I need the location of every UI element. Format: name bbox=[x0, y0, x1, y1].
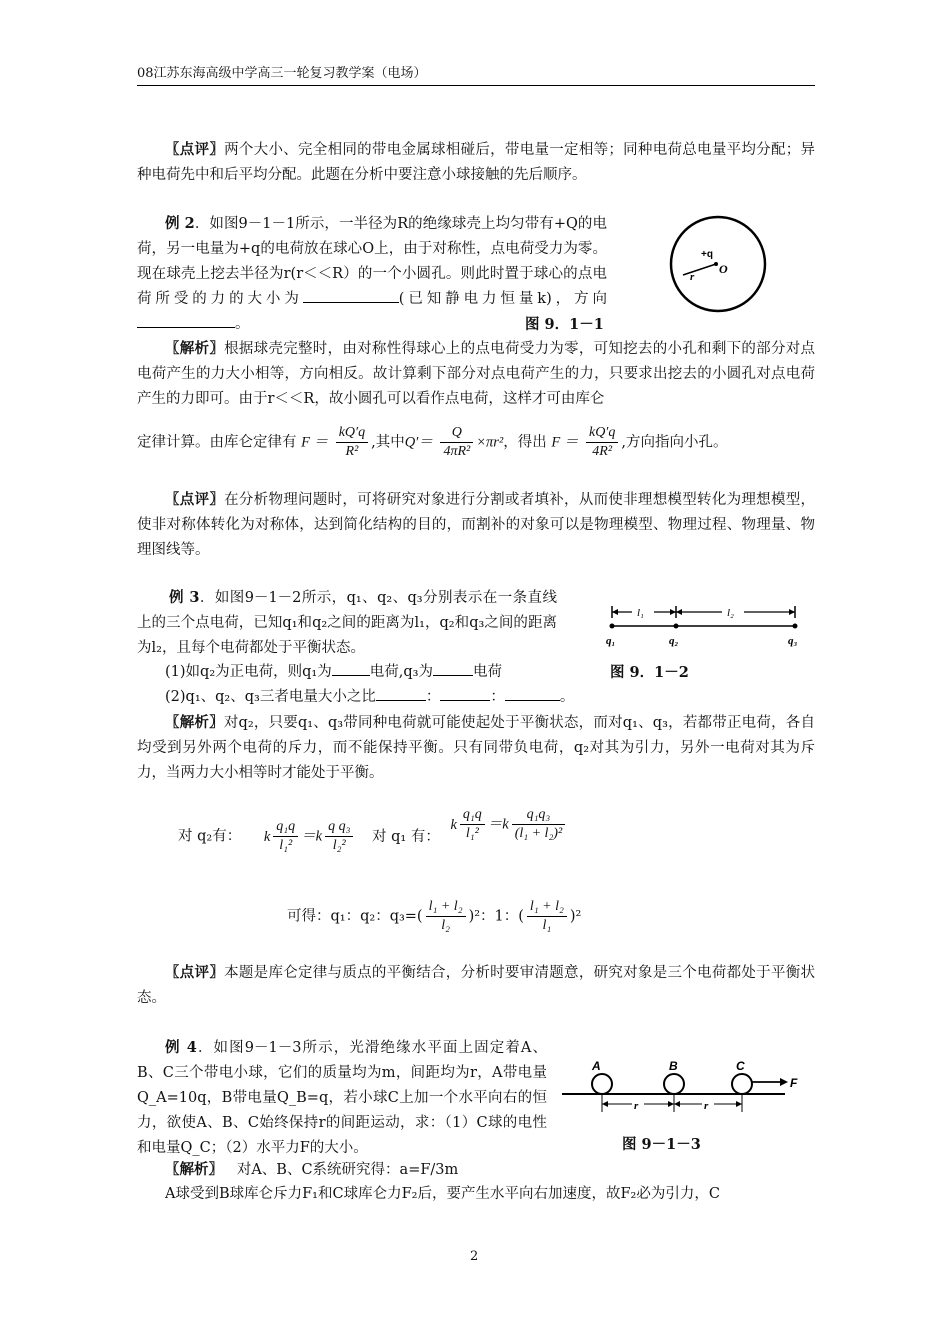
example-3-question-2 bbox=[165, 685, 725, 710]
denominator: l₂² bbox=[332, 838, 346, 853]
arrow-head bbox=[736, 1101, 742, 1107]
comment-tag: 〖点评〗 bbox=[165, 491, 225, 508]
q1-text: (1)如q₂为正电荷，则q₁为 bbox=[165, 664, 332, 680]
fraction bbox=[426, 898, 466, 935]
example-4-analysis-1 bbox=[165, 1157, 815, 1183]
answer-blank[interactable] bbox=[505, 700, 560, 701]
numerator: q₁q bbox=[460, 806, 485, 825]
analysis-text: A球受到B球库仑斥力F₁和C球库仑力F₂后，要产生水平向右加速度，故F₂必为引力，C bbox=[165, 1186, 720, 1202]
answer-blank[interactable] bbox=[440, 700, 490, 701]
analysis-text: 对A、B、C系统研究得：a=F/3m bbox=[236, 1162, 459, 1178]
equals-k: ＝k bbox=[301, 828, 323, 845]
example-4-analysis-2 bbox=[137, 1182, 815, 1207]
fraction bbox=[586, 424, 618, 461]
example-4-text bbox=[137, 1035, 547, 1161]
fraction bbox=[527, 898, 567, 935]
page-header: 08江苏东海高级中学高三一轮复习教学案（电场） bbox=[137, 62, 815, 86]
figure-caption: 图 9．1－1 bbox=[525, 316, 604, 333]
denominator: l₁² bbox=[279, 838, 293, 853]
example-3-text bbox=[137, 585, 557, 661]
k-const: k bbox=[263, 828, 271, 845]
numerator: kQ′q bbox=[586, 424, 618, 443]
answer-blank[interactable] bbox=[433, 675, 473, 676]
charge-ratio-result bbox=[287, 898, 581, 935]
result-pre: 可得：q₁：q₂：q₃=( bbox=[287, 908, 423, 925]
fraction bbox=[336, 424, 368, 461]
example-body: ．如图9－1－3所示，光滑绝缘水平面上固定着A、B、C三个带电小球，它们的质量均为m，间距均为r，A带电量Q_A=10q，B带电量Q_B=q，若小球C上加一个水平向右的恒力，欲使A、B、C始终保持r的间距运动，求：（1）C球的电性和电量Q_C；（2）水平力F的大小。 bbox=[137, 1040, 547, 1156]
arrow-head bbox=[670, 609, 676, 615]
example-label: 例 3 bbox=[169, 589, 200, 606]
equilibrium-q2 bbox=[178, 818, 356, 855]
radius-line bbox=[683, 264, 716, 275]
comment-tag: 〖点评〗 bbox=[165, 141, 225, 158]
analysis-text: 根据球壳完整时，由对称性得球心上的点电荷受力为零，可知挖去的小孔和剩下的部分对点电荷产生的力大小相等，方向相反。故计算剩下部分对点电荷产生的力，只要求出挖去的小圆孔对点电荷产生的力即可。由于r＜＜R，故小圆孔可以看作点电荷，这样才可由库仑 bbox=[137, 341, 816, 407]
numerator: Q bbox=[440, 424, 473, 443]
formula-get: ，得出 bbox=[503, 434, 547, 451]
comment-text: 两个大小、完全相同的带电金属球相碰后，带电量一定相等；同种电荷总电量平均分配；异种电荷先中和后平均分配。此题在分析中要注意小球接触的先后顺序。 bbox=[137, 142, 816, 183]
arrow-head bbox=[674, 1101, 680, 1107]
example-body: ．如图9－1－2所示，q₁、q₂、q₃分别表示在一条直线上的三个点电荷，已知q₁和q₂之间的距离为l₁，q₂和q₃之间的距离为l₂，且每个电荷都处于平衡状态。 bbox=[137, 590, 557, 656]
comment-tag: 〖点评〗 bbox=[165, 964, 225, 981]
ball-a bbox=[592, 1074, 612, 1094]
arrow-head bbox=[789, 609, 795, 615]
answer-blank[interactable] bbox=[376, 700, 426, 701]
formula-f: F ＝ bbox=[301, 434, 329, 451]
answer-blank[interactable] bbox=[137, 327, 235, 328]
label-l1: l₁ bbox=[637, 607, 644, 619]
comment-text: 在分析物理问题时，可将研究对象进行分割或者填补，从而使非理想模型转化为理想模型，使非对称体转化为对称体，达到简化结构的目的，而割补的对象可以是物理模型、物理过程、物理量、物理图线等。 bbox=[137, 492, 816, 558]
arrow-head bbox=[668, 1101, 674, 1107]
arrow-head bbox=[602, 1101, 608, 1107]
example-label: 例 4 bbox=[165, 1039, 197, 1056]
example-2-comment bbox=[137, 487, 815, 563]
analysis-tag: 〖解析〗 bbox=[165, 1161, 223, 1178]
formula-q: Q′＝ bbox=[404, 434, 433, 451]
ball-b bbox=[664, 1074, 684, 1094]
label-r: r bbox=[704, 1100, 709, 1112]
analysis-tag: 〖解析〗 bbox=[165, 340, 225, 357]
force-arrow-head bbox=[780, 1078, 788, 1086]
fraction bbox=[460, 806, 485, 843]
figure-9-1-3 bbox=[560, 1058, 810, 1120]
comment-text: 本题是库仑定律与质点的平衡结合，分析时要审清题意，研究对象是三个电荷都处于平衡状态。 bbox=[137, 965, 816, 1006]
numerator: q₁q₃ bbox=[512, 806, 565, 825]
formula-tail: ×πr² bbox=[476, 434, 504, 451]
denominator: (l₁ + l₂)² bbox=[514, 826, 563, 841]
example-3-comment bbox=[137, 960, 815, 1011]
numerator: l₁ + l₂ bbox=[527, 898, 567, 917]
period: 。 bbox=[559, 689, 575, 705]
answer-blank[interactable] bbox=[303, 302, 399, 303]
example-body-tail: 。 bbox=[235, 316, 250, 332]
example-body-end: (已知静电力恒量k)，方向 bbox=[398, 291, 607, 307]
denominator: 4R² bbox=[592, 444, 613, 459]
formula-end: ,方向指向小孔。 bbox=[621, 434, 728, 451]
numerator: q₁q bbox=[273, 818, 298, 837]
example-body: ．如图9－1－1所示，一半径为R的绝缘球壳上均匀带有+Q的电荷，另一电量为+q的电荷放在球心O上，由于对称性，点电荷受力为零。现在球壳上挖去半径为r(r＜＜R）的一个小圆孔。则此时置于球心的点电荷所受的力的大小为 bbox=[137, 216, 607, 307]
ball-c bbox=[732, 1074, 752, 1094]
charge-q3 bbox=[793, 624, 798, 629]
answer-blank[interactable] bbox=[332, 675, 370, 676]
colon: ： bbox=[490, 689, 505, 705]
label-o: O bbox=[719, 262, 728, 276]
colon: ： bbox=[425, 689, 441, 705]
comment-1 bbox=[137, 137, 815, 188]
denominator: 4πR² bbox=[443, 444, 471, 459]
example-3-question-1 bbox=[165, 660, 605, 685]
fraction bbox=[325, 818, 353, 855]
label-r: r bbox=[634, 1100, 639, 1112]
numerator: q q₃ bbox=[325, 818, 353, 837]
figure-9-1-2 bbox=[604, 598, 804, 650]
figure-caption: 图 9．1－2 bbox=[610, 664, 689, 681]
numerator: kQ′q bbox=[336, 424, 368, 443]
analysis-text: 对q₂，只要q₁、q₃带同种电荷就可能使起处于平衡状态，而对q₁、q₃，若都带正电荷，各自均受到另外两个电荷的斥力，而不能保持平衡。只有同带负电荷，q₂对其为引力，另外一电荷对其为斥力，当两力大小相等时才能处于平衡。 bbox=[137, 715, 815, 781]
arrow-head bbox=[612, 609, 618, 615]
fraction bbox=[440, 424, 473, 461]
example-label: 例 2 bbox=[165, 215, 195, 232]
formula-pre: 定律计算。由库仑定律有 bbox=[137, 434, 297, 451]
fraction bbox=[273, 818, 298, 855]
for-q1-label: 对 q₁ 有： bbox=[372, 828, 440, 845]
denominator: l₁ bbox=[542, 918, 552, 933]
result-end: )² bbox=[569, 908, 582, 925]
label-f: F bbox=[790, 1076, 798, 1090]
fraction bbox=[512, 806, 565, 843]
figure-9-1-1 bbox=[668, 212, 768, 316]
label-q3: q₃ bbox=[788, 635, 798, 647]
formula-mid: ,其中 bbox=[371, 434, 405, 451]
equilibrium-q1 bbox=[372, 806, 568, 843]
k-const: k bbox=[450, 816, 457, 833]
label-a: A bbox=[592, 1059, 601, 1073]
analysis-tag: 〖解析〗 bbox=[165, 714, 224, 731]
figure-caption: 图 9－1－3 bbox=[622, 1136, 701, 1153]
q1-text-b: 电荷,q₃为 bbox=[369, 664, 433, 680]
equals-k: ＝k bbox=[487, 816, 509, 833]
example-3-analysis bbox=[137, 710, 815, 786]
charge-q1 bbox=[610, 624, 615, 629]
charge-q2 bbox=[674, 624, 679, 629]
center-charge bbox=[714, 262, 718, 266]
for-q2-label: 对 q₂有： bbox=[178, 828, 242, 845]
q2-text: (2)q₁、q₂、q₃三者电量大小之比 bbox=[165, 689, 376, 705]
label-l2: l₂ bbox=[727, 607, 734, 619]
denominator: R² bbox=[345, 444, 359, 459]
page-number: 2 bbox=[470, 1249, 479, 1264]
label-q2: q₂ bbox=[669, 635, 679, 647]
coulomb-formula-line bbox=[137, 424, 727, 461]
arrow-head bbox=[676, 609, 682, 615]
q1-text-c: 电荷 bbox=[472, 664, 502, 680]
label-r: r bbox=[690, 271, 695, 283]
label-c: C bbox=[736, 1059, 745, 1073]
denominator: l₂ bbox=[441, 918, 450, 933]
denominator: l₁² bbox=[465, 826, 479, 841]
label-b: B bbox=[669, 1059, 678, 1073]
result-mid: )²：1：( bbox=[468, 908, 524, 925]
numerator: l₁ + l₂ bbox=[426, 898, 466, 917]
example-2-analysis bbox=[137, 336, 815, 412]
formula-f2: F ＝ bbox=[551, 434, 579, 451]
label-q1: q₁ bbox=[606, 635, 616, 647]
label-q: +q bbox=[701, 249, 713, 260]
